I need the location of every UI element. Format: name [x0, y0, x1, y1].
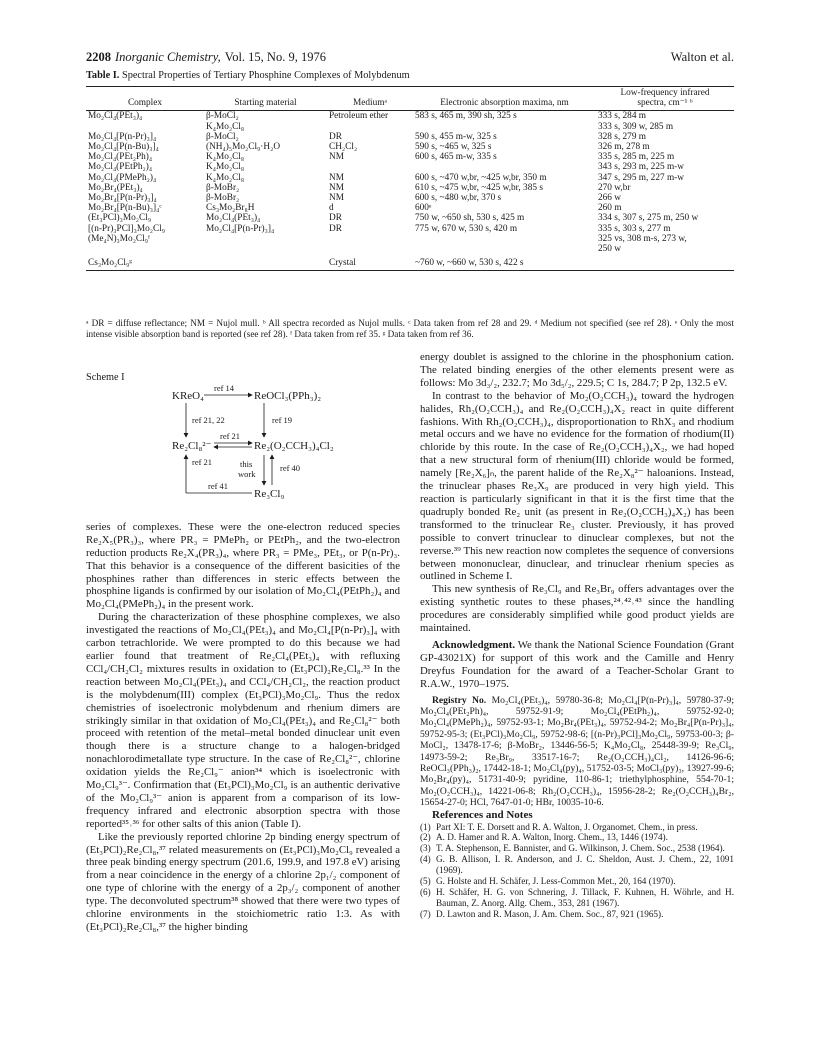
column-header: Low-frequency infrared spectra, cm⁻¹ ᵇ — [596, 87, 734, 111]
table-cell: NM — [329, 172, 344, 183]
table-cell: Mo₂Cl₄(PEt₃)₄ — [206, 213, 261, 224]
scheme-label-ref40: ref 40 — [280, 462, 301, 473]
reference-number: (5) — [420, 876, 431, 887]
scheme-label-ref14: ref 14 — [214, 384, 235, 393]
column-header: Starting material — [204, 87, 327, 111]
running-authors: Walton et al. — [670, 50, 734, 64]
acknowledgment-label: Acknowledgment. — [432, 638, 516, 651]
table-cell: Petroleum ether — [329, 111, 389, 122]
table-row — [86, 152, 734, 162]
column-header: Electronic absorption maxima, nm — [413, 87, 596, 111]
table-cell: 347 s, 295 m, 227 m-w — [598, 172, 684, 183]
table-row — [86, 203, 734, 213]
table-cell: Mo₂Cl₄(PEtPh₂)₄ — [88, 162, 153, 173]
table-cell: Mo₂Cl₄(PEt₃)₄ — [88, 111, 143, 122]
reference-item — [420, 909, 734, 920]
table-cell: NM — [329, 182, 344, 193]
table-cell — [327, 234, 413, 254]
journal-volume: Vol. 15, No. 9, 1976 — [224, 50, 326, 64]
table-cell: 610 s, ~475 w,br, ~425 w,br, 385 s — [415, 182, 543, 193]
table-cell: 590 s, 455 m-w, 325 s — [415, 131, 497, 142]
reference-item — [420, 843, 734, 854]
table-row — [86, 193, 734, 203]
table-cell: β-MoBr₂ — [206, 193, 240, 204]
table-cell: Mo₂Cl₄[P(n-Pr)₃]₄ — [88, 131, 157, 142]
table-cell: DR — [329, 131, 342, 142]
reference-number: (4) — [420, 854, 431, 865]
table-cell: β-MoBr₂ — [206, 182, 240, 193]
reference-text: H. Schäfer, H. G. von Schnering, J. Tillack, F. Kuhnen, H. Wöhrle, and H. Bauman, Z. Anorg. Allg. Chem., 353, 281 (1967). — [436, 886, 734, 908]
reference-text: T. A. Stephenson, E. Bannister, and G. Wilkinson, J. Chem. Soc., 2538 (1964). — [436, 843, 725, 854]
table-cell: 590 s, ~465 w, 325 s — [415, 142, 492, 153]
table-cell: 326 m, 278 m — [598, 142, 650, 153]
scheme-label-this: this — [240, 458, 253, 469]
table-row — [86, 142, 734, 152]
reference-text: A. D. Hamer and R. A. Walton, Inorg. Chem., 13, 1446 (1974). — [436, 832, 668, 843]
table-cell: NM — [329, 152, 344, 163]
table-cell: 333 s, 284 m 333 s, 309 w, 285 m — [598, 111, 674, 132]
table-cell: K₄Mo₂Cl₈ — [206, 172, 245, 183]
table-row — [86, 111, 734, 132]
table-title: Spectral Properties of Tertiary Phosphine Complexes of Molybdenum — [121, 70, 410, 81]
table-cell: CH₂Cl₂ — [329, 142, 358, 153]
journal-name: Inorganic Chemistry, — [115, 50, 221, 64]
table-cell: β-MoCl₂ — [206, 131, 239, 142]
spectral-table — [86, 86, 734, 271]
table-row — [86, 162, 734, 172]
reference-text: D. Lawton and R. Mason, J. Am. Chem. Soc., 87, 921 (1965). — [436, 908, 664, 919]
table-cell — [413, 234, 596, 254]
table-cell — [204, 254, 327, 271]
table-cell: [(n-Pr)₃PCl]₃Mo₂Cl₉ — [88, 223, 166, 234]
table-cell: K₄Mo₂Cl₈ — [206, 162, 245, 173]
table-cell: DR — [329, 213, 342, 224]
body-paragraph: This new synthesis of Re₃Cl₉ and Re₃Br₉ offers advantages over the existing synthetic routes to these phases,²⁴˒⁴²˒⁴³ since the handling procedures are considerably simplified while good product yields are maintained. — [420, 583, 734, 635]
table-cell: (Me₄N)₃Mo₂Cl₉ᶠ — [88, 233, 150, 244]
body-paragraph: During the characterization of these phosphine complexes, we also investigated the reactions of Mo₂Cl₄(PEt₃)₄ and Mo₂Cl₄[P(n-Pr)₃]₄ with carbon tetrachloride. We were prompted to do this because we had earlier found that treatment of Re₂Cl₄(PEt₃)₄ with refluxing CCl₄/CH₂Cl₂ mixtures results in oxidation to (Et₃PCl)₂Re₂Cl₈.³³ In the reaction between Mo₂Cl₄(PEt₃)₄ and CCl₄/CH₂Cl₂, the reaction product is the molybdenum(III) complex (Et₃PCl)₃Mo₂Cl₉. Thus the redox chemistries of isoelectronic molybdenum and rhenium dimers are strikingly similar in that oxidation of Mo₂Cl₄(PEt₃)₄ and Re₂Cl₈²⁻ both proceed with retention of the metal–metal bonded dinuclear unit even though there is a structure change to a halogen-bridged nonachlorodimetallate type structure. In the case of Re₂Cl₈²⁻, chlorine oxidation yields the Re₂Cl₉⁻ anion³⁴ which is isoelectronic with Mo₂Cl₉³⁻. Confirmation that (Et₃PCl)₃Mo₂Cl₉ is an authentic derivative of the Mo₂Cl₉³⁻ anion is apparent from a comparison of its low-frequency infrared and electronic absorption spectra with those reported³⁵˒³⁶ for other salts of this anion (Table I). — [86, 611, 400, 830]
page-number: 2208 — [86, 50, 111, 64]
reference-text: G. B. Allison, I. R. Anderson, and J. C. Sheldon, Aust. J. Chem., 22, 1091 (1969). — [436, 854, 734, 876]
table-row — [86, 254, 734, 271]
table-cell: (NH₄)₅Mo₂Cl₉·H₂O — [206, 142, 281, 153]
reference-number: (6) — [420, 886, 431, 897]
table-cell: 335 s, 303 s, 277 m — [598, 223, 671, 234]
table-cell: Mo₂Cl₄(PMePh₂)₄ — [88, 172, 157, 183]
reference-item — [420, 822, 734, 833]
table-row — [86, 132, 734, 142]
registry-numbers — [420, 695, 734, 809]
table-cell: Mo₂Br₄[P(n-Pr)₃]₄ — [88, 193, 157, 204]
reference-item — [420, 876, 734, 887]
scheme-recl8: Re₂Cl₈²⁻ — [172, 439, 212, 452]
reference-item — [420, 832, 734, 843]
table-cell — [327, 162, 413, 172]
table-cell: 600 s, 465 m-w, 335 s — [415, 152, 497, 163]
table-cell: Crystal — [327, 254, 413, 271]
table-cell: 325 vs, 308 m-s, 273 w, 250 w — [598, 233, 687, 255]
scheme-kreo4: KReO₄ — [172, 389, 204, 402]
table-cell: 328 s, 279 m — [598, 131, 647, 142]
table-cell — [204, 234, 327, 254]
table-row — [86, 234, 734, 254]
reference-number: (1) — [420, 821, 431, 832]
table-cell: Mo₂Br₄(PEt₃)₄ — [88, 182, 143, 193]
scheme-title: Scheme I — [86, 372, 125, 383]
table-cell: 266 w — [598, 193, 621, 204]
column-header: Mediumᵃ — [327, 87, 413, 111]
body-paragraph: series of complexes. These were the one-electron reduced species Re₂X₅(PR₃)₃, where PR₃ = PMePh₂ or PEtPh₂, and the two-electron reduction products Re₂X₄(PR₃)₄, where PR₃ = PMe₃, PEt₃, or P(n-Pr)₃. That this behavior is a consequence of the different basicities of the phosphines rather than differences in steric effects between the phosphine ligands is confirmed by our isolation of Mo₂Cl₄(PEtPh₂)₄ and Mo₂Cl₄(PMePh₂)₄ in the present work. — [86, 520, 400, 611]
table-cell: 270 w,br — [598, 182, 631, 193]
table-footnotes: ᵃ DR = diffuse reflectance; NM = Nujol mull. ᵇ All spectra recorded as Nujol mulls. ᶜ Data taken from ref 28 and 29. ᵈ Medium not specified (see ref 28). ᵉ Only the most intense visible absorption band is reported (see ref 28). ᶠ Data taken from ref 35. ᵍ Data taken from ref 36. — [86, 318, 734, 339]
registry-text: Mo₂Cl₄(PEt₃)₄, 59780-36-8; Mo₂Cl₄[P(n-Pr)₃]₄, 59780-37-9; Mo₂Cl₄(PEt₂Ph)₄, 59752-91-9; Mo₂Cl₄(PEtPh₂)₄, 59752-92-0; Mo₂Cl₄(PMePh₂)₄, 59752-93-1; Mo₂Br₄(PEt₃)₄, 59752-94-2; Mo₂Br₄[P(n-Pr)₃]₄, 59752-95-3; (Et₃PCl)₃Mo₂Cl₉, 59752-98-6; [(n-Pr)₃PCl]₃Mo₂Cl₉, 59753-00-3; β-MoCl₂, 13478-17-6; β-MoBr₂, 13446-56-5; K₄Mo₂Cl₈, 25448-39-9; Re₃Cl₉, 14973-59-2; Re₃Br₉, 33517-16-7; Re₂(O₂CCH₃)₄Cl₂, 14126-96-6; ReOCl₃(PPh₃)₂, 17442-18-1; Mo₂Cl₄(py)₄, 51752-03-5; MoCl₃(py)₃, 13927-99-6; Mo₂Br₄(py)₄, 51731-40-9; pyridine, 110-86-1; triethylphosphine, 554-70-1; Mo₂(O₂CCH₃)₄, 14221-06-8; Rh₂(O₂CCH₃)₄, 15956-28-2; Re₂(O₂CCH₃)₄Br₂, 15654-27-0; HCl, 7647-01-0; HBr, 10035-10-6. — [420, 694, 734, 809]
table-cell: 775 w, 670 w, 530 s, 420 m — [415, 223, 518, 234]
body-paragraph: energy doublet is assigned to the chlorine in the phosphonium cation. The related binding energies of the other elements present were as follows: Mo 3d₃/₂, 232.7; Mo 3d₅/₂, 229.5; C 1s, 284.7; P 2p, 132.5 eV. — [420, 351, 734, 389]
table-cell: DR — [329, 223, 342, 234]
reference-item — [420, 854, 734, 876]
column-header: Complex — [86, 87, 204, 111]
table-row — [86, 224, 734, 234]
table-cell: Mo₂Cl₄[P(n-Pr)₃]₄ — [206, 223, 275, 234]
acknowledgment-text: We thank the National Science Foundation (Grant GP-43021X) for support of this work and the Camille and Henry Dreyfus Foundation for the award of a Teacher-Scholar Grant to R.A.W., 1970–1975. — [420, 638, 734, 690]
table-cell: Cs₃Mo₂Br₈H — [206, 203, 255, 214]
reference-text: G. Holste and H. Schäfer, J. Less-Common Met., 20, 164 (1970). — [436, 876, 676, 887]
scheme-label-ref19: ref 19 — [272, 414, 293, 425]
registry-label: Registry No. — [432, 694, 487, 706]
scheme-reacetate: Re₂(O₂CCH₃)₄Cl₂ — [254, 439, 334, 452]
table-cell: Mo₂Br₄[P(n-Bu)₃]₄ᶜ — [88, 203, 162, 214]
table-cell: Mo₂Cl₄(PEt₂Ph)₄ — [88, 152, 153, 163]
table-cell: d — [329, 203, 334, 214]
table-cell: Mo₂Cl₄[P(n-Bu)₃]₄ — [88, 142, 159, 153]
reference-number: (2) — [420, 832, 431, 843]
scheme-re3cl9: Re₃Cl₉ — [254, 487, 285, 500]
scheme-label-work: work — [238, 468, 256, 479]
reference-text: Part XI: T. E. Dorsett and R. A. Walton, J. Organomet. Chem., in press. — [436, 821, 698, 832]
table-cell: K₄Mo₂Cl₈ — [206, 152, 245, 163]
references-list — [420, 822, 734, 920]
table-cell: Cs₃Mo₂Cl₉ᵍ — [86, 254, 204, 271]
body-paragraph: In contrast to the behavior of Mo₂(O₂CCH₃)₄ toward the hydrogen halides, Rh₂(O₂CCH₃)₄ and Re₂(O₂CCH₃)₄X₂ react in quite different fashions. With Rh₂(O₂CCH₃)₄, disproportionation to RhX₃ and rhodium metal occurs and we have no evidence for the formation of rhodium(II) chloride by this route. In the case of Re₂(O₂CCH₃)₄X₂, we had hoped that a new structural form of rhenium(III) chloride would be formed, namely [Re₂X₆]ₙ, the parent halide of the Re₂X₈²⁻ haloanions. Instead, the trinuclear phases Re₃X₉ are produced in very high yield. This reaction is particularly significant in that it is the first time that the quadruply bonded Re₂ unit (as present in Re₂(O₂CCH₃)₄X₂) has been transformed to the trinuclear Re₃ cluster. Previously, it has proved possible to convert trinuclear to dinuclear complexes, but not the reverse.³⁹ This new reaction now completes the sequence of conversions between mononuclear, dinuclear, and trinuclear rhenium species as outlined in Scheme I. — [420, 389, 734, 583]
scheme-diagram — [86, 385, 400, 505]
table-cell: 583 s, 465 m, 390 sh, 325 s — [415, 111, 517, 122]
scheme-label-ref41: ref 41 — [208, 480, 229, 491]
body-paragraph: Like the previously reported chlorine 2p binding energy spectrum of (Et₃PCl)₂Re₂Cl₈,³⁷ related measurements on (Et₃PCl)₃Mo₂Cl₉ revealed a three peak binding energy spectrum (201.6, 199.9, and 197.8 eV) arising from a near coincidence in the energy of a chlorine 2p₁/₂ component of one type of chlorine with the energy of a 2p₃/₂ component of another type. The deconvoluted spectrum³⁸ showed that there were two types of chlorine environments in the stoichiometric ratio 1:3. As with (Et₃PCl)₂Re₂Cl₈,³⁷ the higher binding — [86, 830, 400, 933]
table-label: Table I. — [86, 70, 120, 81]
table-body — [86, 111, 734, 271]
table-caption — [86, 70, 410, 81]
table-header-row — [86, 87, 734, 111]
table-row — [86, 213, 734, 223]
table-cell: 260 m — [598, 203, 622, 214]
table-cell: 600 s, ~470 w,br, ~425 w,br, 350 m — [415, 172, 547, 183]
table-cell: NM — [329, 193, 344, 204]
table-cell: 343 s, 293 m, 225 m-w — [598, 162, 684, 173]
table-cell: 600ᵉ — [415, 203, 432, 214]
table-cell: (Et₃PCl)₃Mo₂Cl₉ — [88, 213, 152, 224]
scheme-label-ref21a: ref 21 — [220, 430, 241, 441]
table-cell: 334 s, 307 s, 275 m, 250 w — [598, 213, 699, 224]
acknowledgment — [420, 639, 734, 691]
table-cell: 750 w, ~650 sh, 530 s, 425 m — [415, 213, 525, 224]
reference-item — [420, 887, 734, 909]
table-row — [86, 183, 734, 193]
table-cell: β-MoCl₂ K₄Mo₂Cl₈ — [206, 111, 245, 132]
table-cell — [413, 162, 596, 172]
reference-number: (3) — [420, 843, 431, 854]
scheme-label-ref21b: ref 21 — [192, 456, 213, 467]
table-cell: 600 s, ~480 w,br, 370 s — [415, 193, 502, 204]
running-header — [86, 50, 734, 66]
scheme-label-ref2122: ref 21, 22 — [192, 414, 225, 425]
reference-number: (7) — [420, 908, 431, 919]
scheme-reocl3: ReOCl₃(PPh₃)₂ — [254, 389, 322, 402]
references-heading: References and Notes — [432, 808, 533, 821]
right-column — [420, 351, 734, 920]
table-row — [86, 173, 734, 183]
table-cell: ~760 w, ~660 w, 530 s, 422 s — [413, 254, 596, 271]
table-cell: 335 s, 285 m, 225 m — [598, 152, 675, 163]
left-column — [86, 372, 400, 934]
table-cell — [596, 254, 734, 271]
